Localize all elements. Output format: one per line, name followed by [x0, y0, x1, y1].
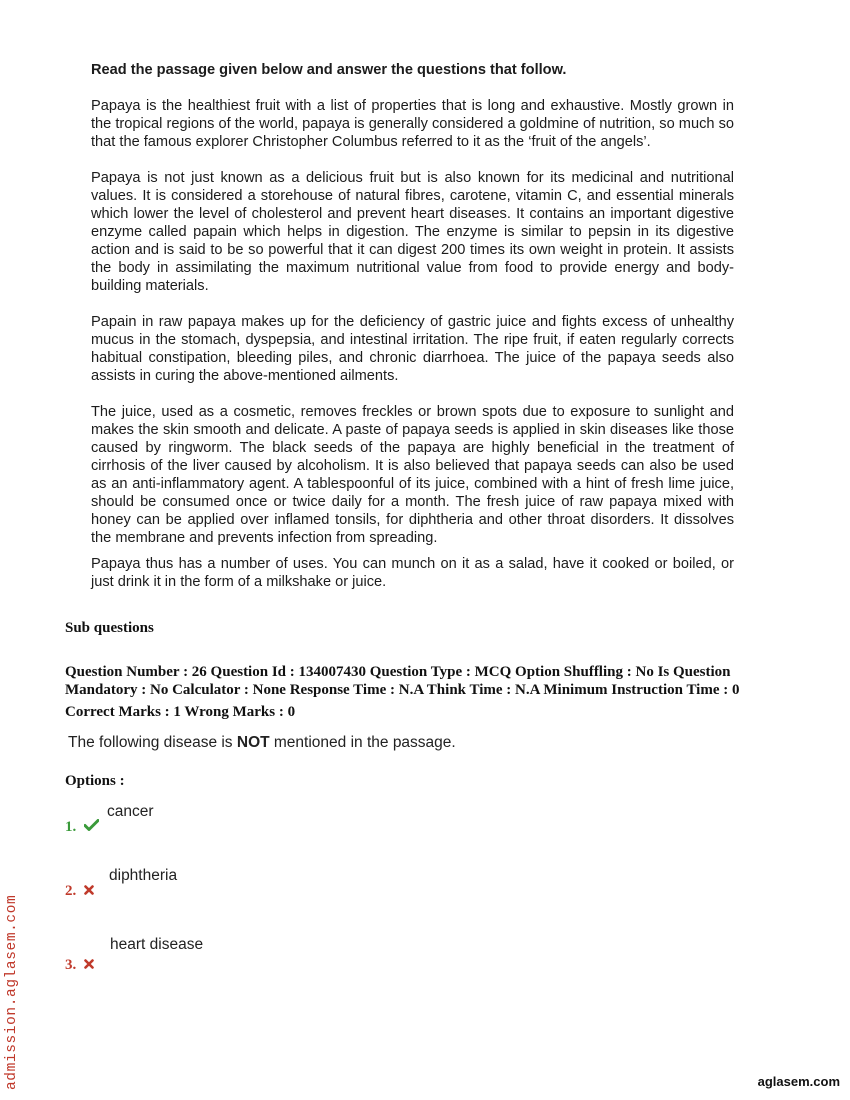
passage-paragraph-4: The juice, used as a cosmetic, removes freckles or brown spots due to exposure to sunlight and makes the skin smooth and delicate. A paste of papaya seeds is applied in skin diseases like those caused by ringworm. The black seeds of the papaya are highly beneficial in the treatment of cirrhosis of the liver caused by alcoholism. It is also believed that papaya seeds can also be used as an anti-inflammatory agent. A tablespoonful of its juice, combined with a hint of fresh lime juice, should be consumed once or twice daily for a month. The fresh juice of raw papaya mixed with honey can be applied over inflamed tonsils, for diphtheria and other throat disorders. It dissolves the membrane and prevents infection from spreading.: [91, 404, 734, 546]
passage-paragraph-3: Papain in raw papaya makes up for the deficiency of gastric juice and fights excess of unhealthy mucus in the stomach, dyspepsia, and intestinal irritation. The ripe fruit, if eaten regularly corrects habitual constipation, bleeding piles, and chronic diarrhoea. The juice of the papaya seeds also assists in curing the above-mentioned ailments.: [91, 314, 734, 384]
sub-questions-label: Sub questions: [65, 620, 154, 636]
option-3[interactable]: [65, 957, 94, 974]
question-text-before: The following disease is: [68, 734, 237, 751]
passage-paragraph-5: Papaya thus has a number of uses. You can munch on it as a salad, have it cooked or boiled, or just drink it in the form of a milkshake or juice.: [91, 556, 734, 590]
option-2-text[interactable]: diphtheria: [109, 867, 178, 884]
option-2[interactable]: [65, 883, 94, 900]
brand-footer: aglasem.com: [757, 1074, 840, 1089]
cross-icon: [84, 883, 94, 900]
cross-icon: [84, 957, 94, 974]
passage: [91, 61, 734, 591]
question-meta-line-1: Question Number : 26 Question Id : 134007430 Question Type : MCQ Option Shuffling : No Is Question: [65, 664, 731, 680]
option-3-text[interactable]: heart disease: [110, 936, 204, 953]
option-2-number: 2.: [65, 883, 77, 899]
option-3-number: 3.: [65, 957, 77, 973]
question-marks: Correct Marks : 1 Wrong Marks : 0: [65, 704, 296, 720]
passage-paragraph-2: Papaya is not just known as a delicious fruit but is also known for its medicinal and nutritional values. It is considered a storehouse of natural fibres, carotene, vitamin C, and essential minerals which lower the level of cholesterol and prevent heart diseases. It contains an important digestive enzyme called papain which helps in digestion. The enzyme is similar to pepsin in its digestive action and is said to be so powerful that it can digest 200 times its own weight in protein. It assists the body in assimilating the maximum nutritional value from food to provide energy and body-building materials.: [91, 170, 734, 294]
passage-paragraph-1: Papaya is the healthiest fruit with a list of properties that is long and exhaustive. Mostly grown in the tropical regions of the world, papaya is generally considered a goldmine of nutrition, so much so that the famous explorer Christopher Columbus referred to it as the ‘fruit of the angels’.: [91, 98, 734, 150]
passage-heading: Read the passage given below and answer the questions that follow.: [91, 62, 567, 78]
question-meta-line-2: Mandatory : No Calculator : None Response Time : N.A Think Time : N.A Minimum Instruction Time : 0: [65, 682, 740, 698]
question-meta: [65, 663, 805, 721]
watermark: admission.aglasem.com: [4, 894, 20, 1090]
check-icon: [84, 819, 99, 836]
question-text: [68, 734, 456, 752]
option-1[interactable]: [65, 819, 99, 836]
question-text-emphasis: NOT: [236, 734, 270, 751]
option-1-number: 1.: [65, 819, 77, 835]
option-1-text[interactable]: cancer: [107, 803, 154, 820]
options-label: Options :: [65, 773, 125, 789]
question-text-after: mentioned in the passage.: [269, 734, 456, 751]
